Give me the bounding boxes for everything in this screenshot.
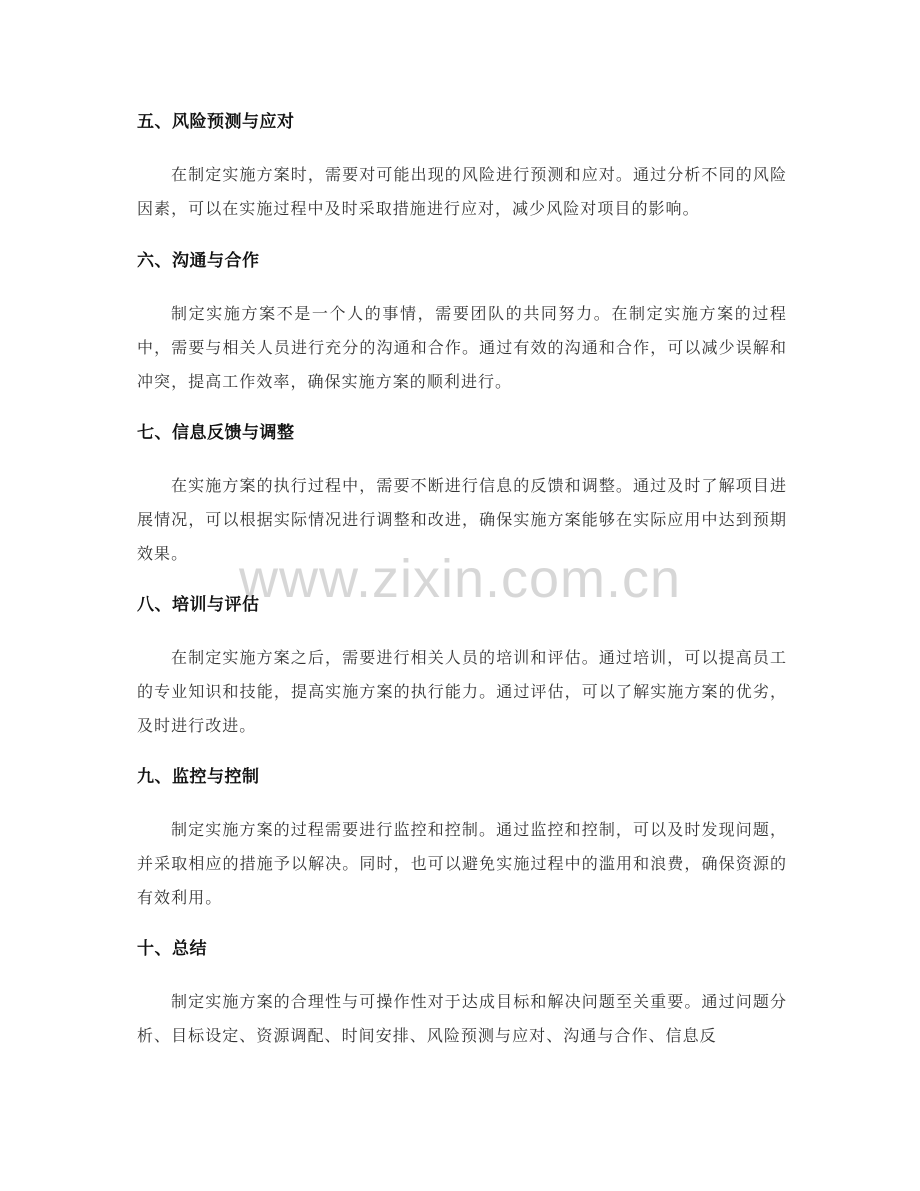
section-risk: [137, 110, 787, 226]
section-training: [137, 593, 787, 743]
section-heading: 六、沟通与合作: [137, 251, 260, 271]
section-heading: 五、风险预测与应对: [137, 112, 295, 132]
section-feedback: [137, 421, 787, 571]
section-paragraph: 在实施方案的执行过程中，需要不断进行信息的反馈和调整。通过及时了解项目进展情况，可以根据实际情况进行调整和改进，确保实施方案能够在实际应用中达到预期效果。: [137, 476, 787, 563]
section-heading: 九、监控与控制: [137, 767, 260, 787]
section-paragraph: 在制定实施方案之后，需要进行相关人员的培训和评估。通过培训，可以提高员工的专业知识和技能，提高实施方案的执行能力。通过评估，可以了解实施方案的优劣，及时进行改进。: [137, 648, 787, 735]
section-paragraph: 制定实施方案的过程需要进行监控和控制。通过监控和控制，可以及时发现问题，并采取相应的措施予以解决。同时，也可以避免实施过程中的滥用和浪费，确保资源的有效利用。: [137, 820, 787, 907]
section-heading: 八、培训与评估: [137, 595, 260, 615]
section-heading: 七、信息反馈与调整: [137, 423, 295, 443]
section-communication: [137, 249, 787, 399]
section-summary: [137, 937, 787, 1053]
section-monitoring: [137, 765, 787, 915]
section-heading: 十、总结: [137, 939, 207, 959]
watermark: www.zixin.com.cn: [238, 549, 682, 609]
section-paragraph: 制定实施方案的合理性与可操作性对于达成目标和解决问题至关重要。通过问题分析、目标设定、资源调配、时间安排、风险预测与应对、沟通与合作、信息反: [137, 992, 787, 1045]
section-paragraph: 在制定实施方案时，需要对可能出现的风险进行预测和应对。通过分析不同的风险因素，可以在实施过程中及时采取措施进行应对，减少风险对项目的影响。: [137, 165, 787, 218]
section-paragraph: 制定实施方案不是一个人的事情，需要团队的共同努力。在制定实施方案的过程中，需要与相关人员进行充分的沟通和合作。通过有效的沟通和合作，可以减少误解和冲突，提高工作效率，确保实施方案的顺利进行。: [137, 304, 787, 391]
